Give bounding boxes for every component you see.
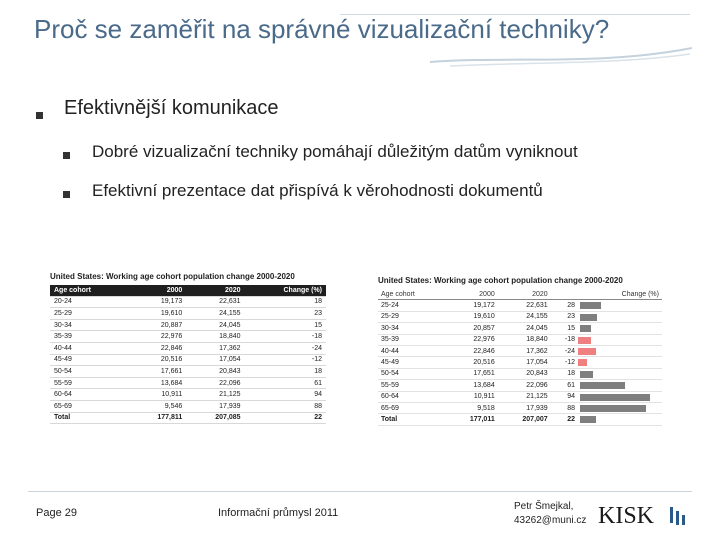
col-header: Change (%): [245, 285, 326, 296]
table-cell: 20,516: [445, 357, 497, 368]
table-cell: 45-49: [378, 357, 445, 368]
table-cell: 22: [551, 414, 578, 425]
table-cell: 60-64: [50, 389, 129, 401]
table-cell: 207,007: [498, 414, 551, 425]
table-right: [378, 289, 662, 426]
table-cell: 18: [551, 368, 578, 379]
table-cell: 17,362: [186, 342, 244, 354]
table-right-title: United States: Working age cohort population change 2000-2020: [378, 276, 623, 285]
table-row: [50, 354, 326, 366]
table-left-container: [50, 272, 326, 424]
bar-cell: [578, 311, 662, 322]
sub-bullet-1: Dobré vizualizační techniky pomáhají důležitým datům vyniknout: [92, 142, 578, 161]
table-cell: 24,155: [498, 311, 551, 322]
table-cell: 10,911: [445, 391, 497, 402]
table-left: [50, 285, 326, 424]
sub-bullet-marker-1: [63, 152, 70, 159]
table-cell: -18: [551, 334, 578, 345]
table-cell: 40-44: [378, 345, 445, 356]
table-cell: 21,125: [498, 391, 551, 402]
table-cell: 22,096: [186, 377, 244, 389]
change-bar: [580, 405, 646, 412]
change-bar: [578, 359, 587, 366]
col-header: Age cohort: [50, 285, 129, 296]
col-header: Age cohort: [378, 289, 445, 300]
table-total-row: [378, 414, 662, 425]
table-cell: 19,610: [445, 311, 497, 322]
table-cell: 35-39: [378, 334, 445, 345]
table-cell: 207,085: [186, 412, 244, 424]
table-cell: 65-69: [378, 402, 445, 413]
table-cell: 20,857: [445, 323, 497, 334]
table-cell: 17,362: [498, 345, 551, 356]
table-cell: 22,846: [445, 345, 497, 356]
bar-cell: [578, 414, 662, 425]
table-row: [378, 380, 662, 391]
change-bar: [580, 416, 596, 423]
bar-cell: [578, 345, 662, 356]
table-row: [378, 368, 662, 379]
change-bar: [580, 325, 591, 332]
table-cell: 22,976: [445, 334, 497, 345]
table-row: [378, 323, 662, 334]
table-row: [50, 389, 326, 401]
table-cell: 177,011: [445, 414, 497, 425]
table-cell: 94: [245, 389, 326, 401]
table-cell: 19,610: [129, 308, 187, 320]
table-cell: 55-59: [378, 380, 445, 391]
col-header: 2000: [129, 285, 187, 296]
table-right-container: [378, 276, 662, 426]
col-header: 2020: [186, 285, 244, 296]
change-bar: [578, 348, 596, 355]
table-row: [378, 311, 662, 322]
table-cell: 18: [245, 296, 326, 308]
change-bar: [580, 382, 625, 389]
table-row: [378, 357, 662, 368]
table-row: [378, 345, 662, 356]
table-cell: 23: [245, 308, 326, 320]
table-cell: 35-39: [50, 331, 129, 343]
table-cell: 20,887: [129, 319, 187, 331]
table-cell: 9,518: [445, 402, 497, 413]
table-cell: 25-29: [378, 311, 445, 322]
table-cell: 13,684: [445, 380, 497, 391]
table-cell: 24,045: [498, 323, 551, 334]
table-cell: 22,631: [186, 296, 244, 308]
table-cell: 22: [245, 412, 326, 424]
table-cell: 177,811: [129, 412, 187, 424]
kisk-logo-text: KISK: [598, 503, 655, 529]
table-cell: 22,096: [498, 380, 551, 391]
table-cell: 17,651: [445, 368, 497, 379]
footer-page-number: Page 29: [36, 507, 77, 519]
table-cell: 10,911: [129, 389, 187, 401]
table-row: [378, 334, 662, 345]
table-cell: 50-54: [378, 368, 445, 379]
change-bar: [578, 337, 591, 344]
table-row: [378, 391, 662, 402]
table-cell: 17,661: [129, 366, 187, 378]
table-cell: 25-24: [378, 300, 445, 311]
table-cell: 17,054: [498, 357, 551, 368]
table-cell: 20-24: [50, 296, 129, 308]
col-header: 2000: [445, 289, 497, 300]
table-cell: 18: [245, 366, 326, 378]
table-cell: Total: [50, 412, 129, 424]
table-cell: 94: [551, 391, 578, 402]
table-cell: -18: [245, 331, 326, 343]
table-cell: 23: [551, 311, 578, 322]
table-row: [50, 296, 326, 308]
table-row: [50, 366, 326, 378]
table-cell: 24,045: [186, 319, 244, 331]
table-cell: 21,125: [186, 389, 244, 401]
bar-cell: [578, 368, 662, 379]
table-cell: 61: [245, 377, 326, 389]
bar-cell: [578, 334, 662, 345]
change-bar: [580, 394, 650, 401]
table-cell: 45-49: [50, 354, 129, 366]
bar-cell: [578, 391, 662, 402]
table-cell: 17,054: [186, 354, 244, 366]
table-cell: 17,939: [498, 402, 551, 413]
table-cell: -12: [551, 357, 578, 368]
table-cell: 88: [551, 402, 578, 413]
kisk-logo: [596, 497, 692, 531]
table-cell: -24: [245, 342, 326, 354]
table-row: [50, 319, 326, 331]
bar-cell: [578, 300, 662, 311]
table-row: [50, 342, 326, 354]
table-cell: 50-54: [50, 366, 129, 378]
slide-title: Proč se zaměřit na správné vizualizační techniky?: [34, 14, 610, 44]
table-row: [378, 402, 662, 413]
table-cell: -12: [245, 354, 326, 366]
table-cell: 30-34: [378, 323, 445, 334]
table-cell: 20,516: [129, 354, 187, 366]
table-row: [50, 331, 326, 343]
table-cell: 15: [245, 319, 326, 331]
change-bar: [580, 314, 597, 321]
table-cell: 30-34: [50, 319, 129, 331]
table-row: [378, 300, 662, 311]
table-cell: 22,976: [129, 331, 187, 343]
table-cell: 28: [551, 300, 578, 311]
bullet-marker: [36, 112, 43, 119]
table-cell: 24,155: [186, 308, 244, 320]
footer-author-id: 43262@muni.cz: [514, 515, 587, 526]
table-cell: 61: [551, 380, 578, 391]
table-cell: 20,843: [498, 368, 551, 379]
bar-cell: [578, 380, 662, 391]
table-left-title: United States: Working age cohort population change 2000-2020: [50, 272, 295, 281]
bullet-main: Efektivnější komunikace: [64, 97, 279, 119]
table-cell: 20,843: [186, 366, 244, 378]
table-row: [50, 308, 326, 320]
bar-cell: [578, 402, 662, 413]
table-cell: 17,939: [186, 400, 244, 412]
table-total-row: [50, 412, 326, 424]
table-cell: 18,840: [498, 334, 551, 345]
change-bar: [580, 371, 593, 378]
table-cell: 40-44: [50, 342, 129, 354]
table-cell: 55-59: [50, 377, 129, 389]
table-cell: 18,840: [186, 331, 244, 343]
table-cell: 25-29: [50, 308, 129, 320]
col-header: Change (%): [551, 289, 662, 300]
title-swoosh-decoration: [420, 40, 700, 70]
table-row: [50, 377, 326, 389]
col-header: 2020: [498, 289, 551, 300]
table-cell: 13,684: [129, 377, 187, 389]
table-cell: 60-64: [378, 391, 445, 402]
footer-rule: [28, 491, 692, 492]
table-row: [50, 400, 326, 412]
sub-bullet-2: Efektivní prezentace dat přispívá k věrohodnosti dokumentů: [92, 181, 543, 200]
table-cell: 88: [245, 400, 326, 412]
table-cell: Total: [378, 414, 445, 425]
table-cell: 22,846: [129, 342, 187, 354]
bar-cell: [578, 323, 662, 334]
bar-cell: [578, 357, 662, 368]
footer-center-text: Informační průmysl 2011: [218, 507, 339, 519]
sub-bullet-marker-2: [63, 191, 70, 198]
table-cell: -24: [551, 345, 578, 356]
table-cell: 19,172: [445, 300, 497, 311]
table-cell: 9,546: [129, 400, 187, 412]
change-bar: [580, 302, 601, 309]
table-cell: 65-69: [50, 400, 129, 412]
table-cell: 22,631: [498, 300, 551, 311]
footer-author: [514, 500, 586, 528]
table-cell: 19,173: [129, 296, 187, 308]
footer-author-name: Petr Šmejkal,: [514, 501, 574, 512]
table-cell: 15: [551, 323, 578, 334]
